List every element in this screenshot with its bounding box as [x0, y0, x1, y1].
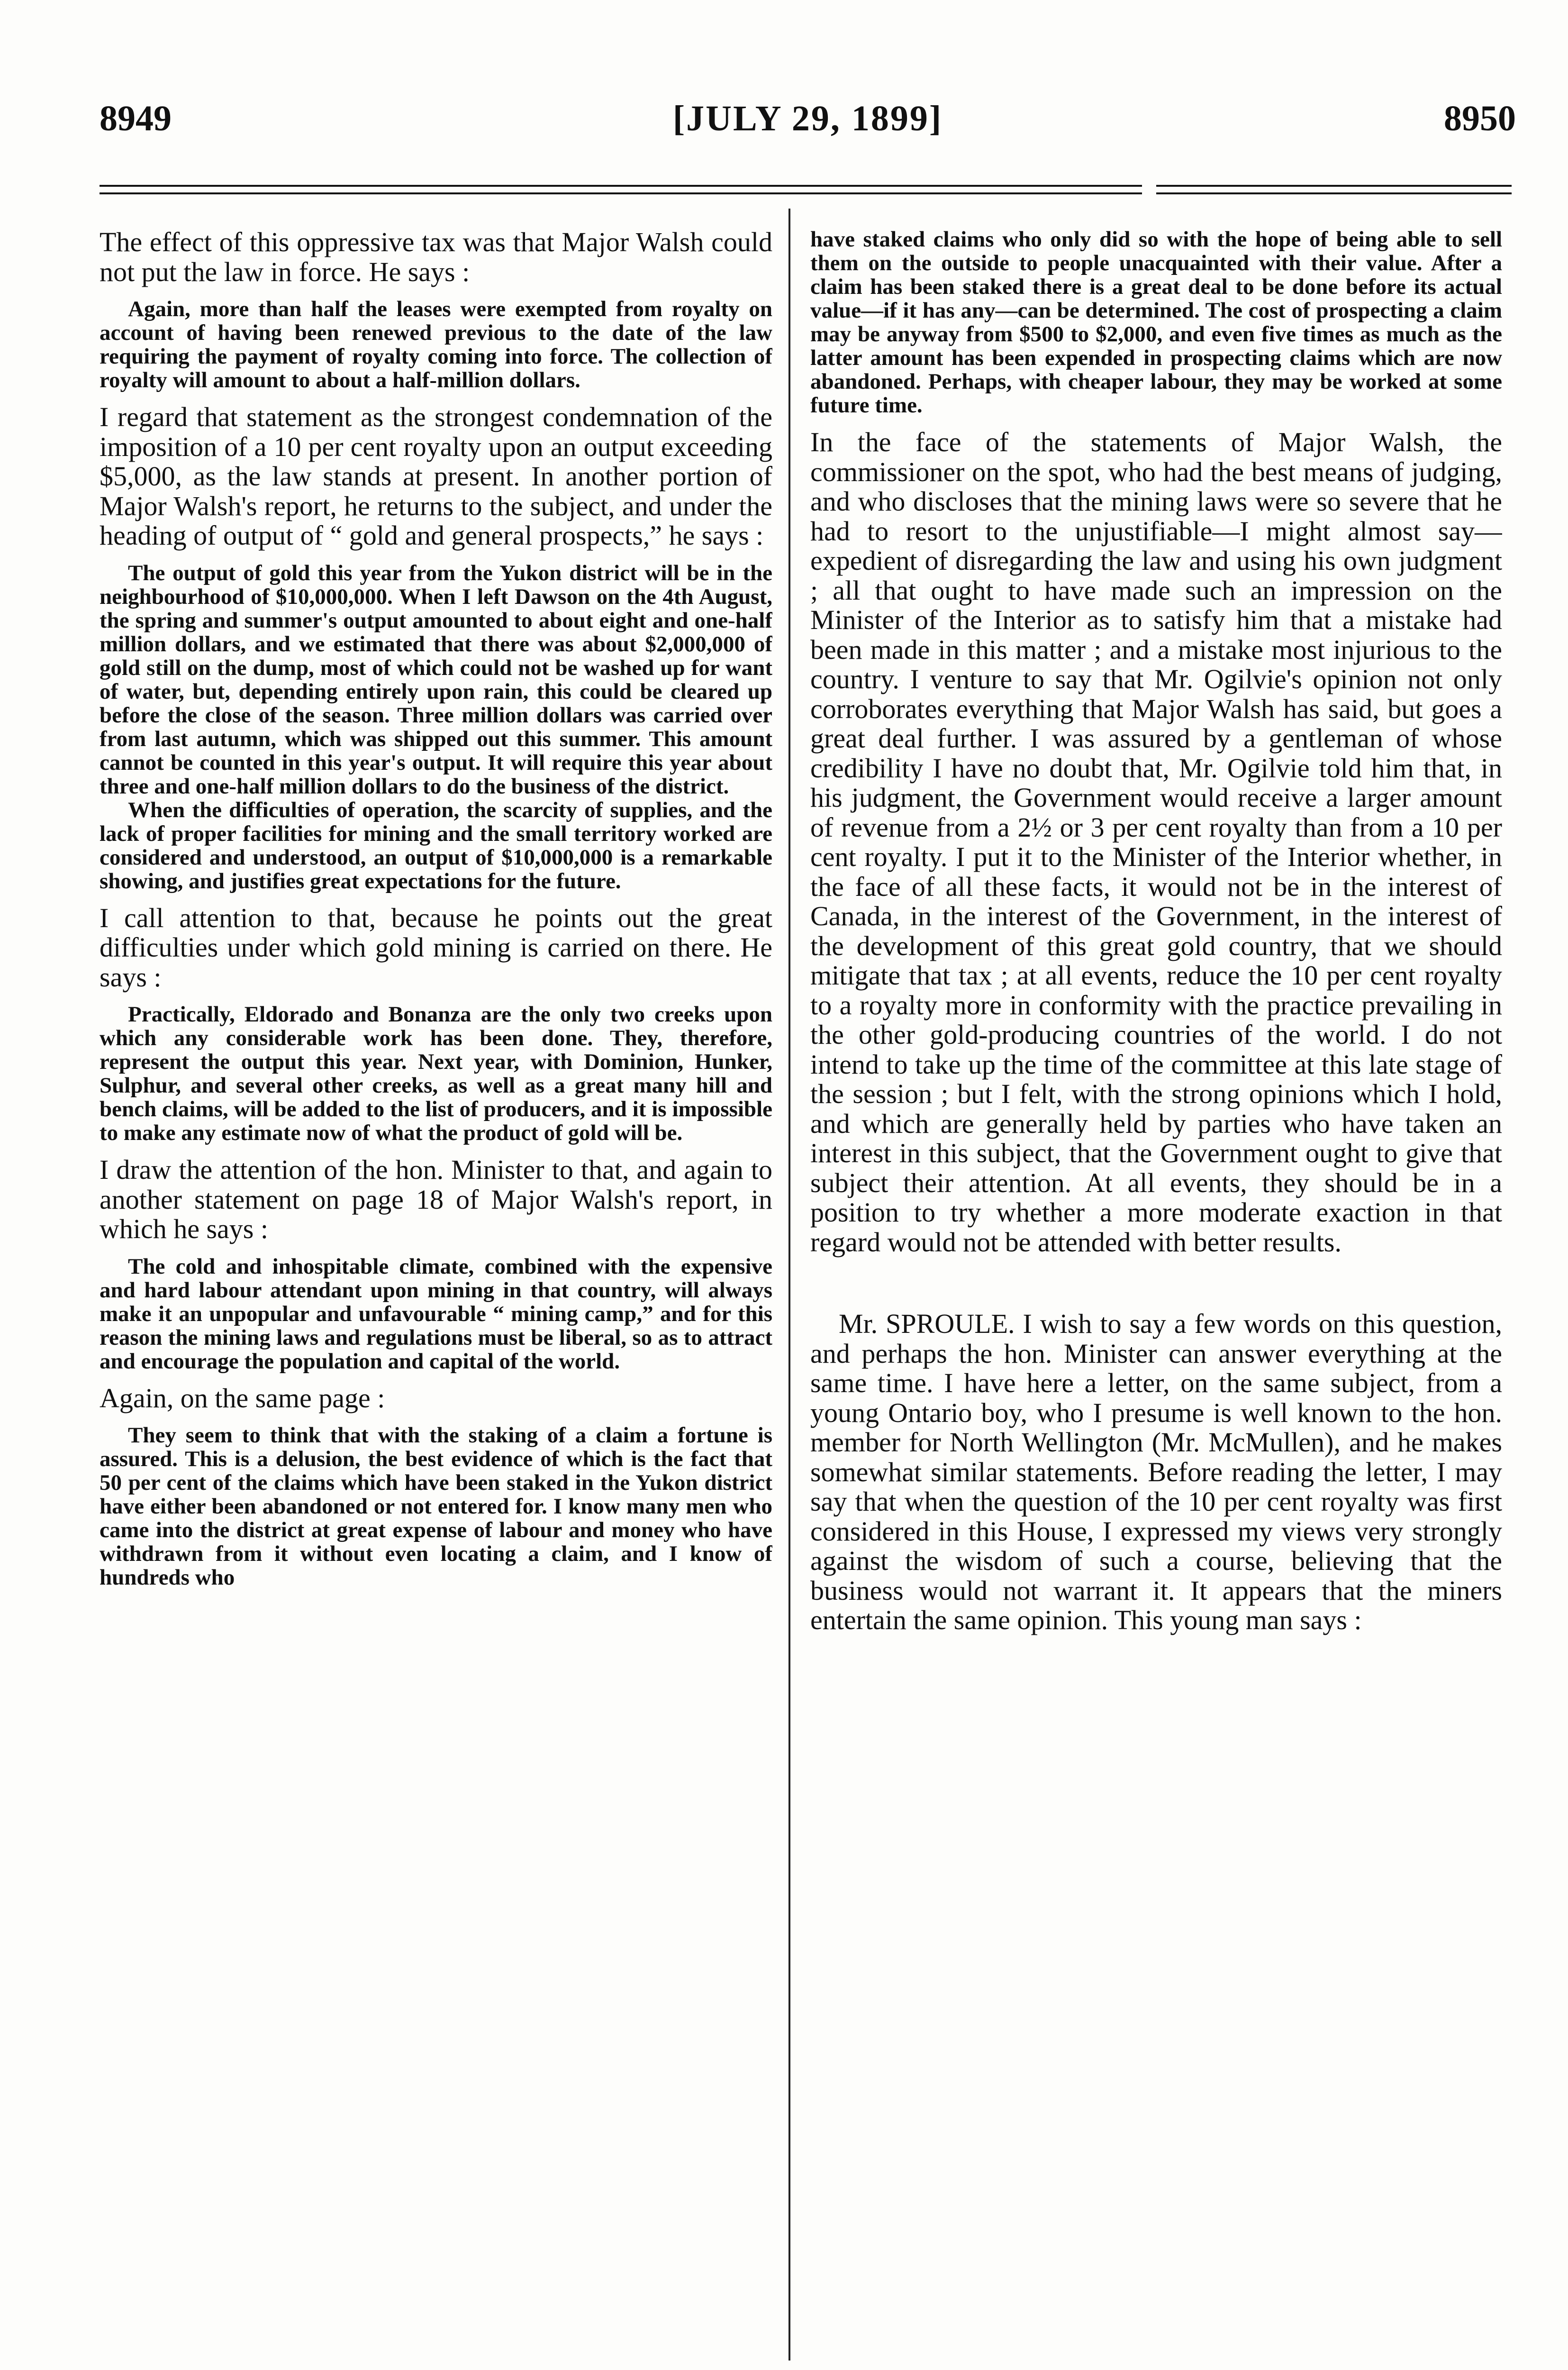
speech-paragraph: In the face of the statements of Major Walsh, the commissioner on the spot, who had the best means of judging, and who discloses that the mining laws were so severe that he had to resort to the unjustifiable—I might almost say—expedient of disregarding the law and using his own judgment ; all that ought to have made such an impression on the Minister of the Interior as to satisfy him that a mistake had been made in this matter ; and a mistake most injurious to the country. I venture to say that Mr. Ogilvie's opinion not only corroborates everything that Major Walsh has said, but goes a great deal further. I was assured by a gentleman of whose credibility I have no doubt that, Mr. Ogilvie told him that, in his judgment, the Government would receive a larger amount of revenue from a 2½ or 3 per cent royalty than from a 10 per cent royalty. I put it to the Minister of the Interior whether, in the face of all these facts, it would not be in the interest of Canada, in the interest of the Government, in the interest of the development of this great gold country, that we should mitigate that tax ; at all events, reduce the 10 per cent royalty to a royalty more in conformity with the practice prevailing in the other gold-producing countries of the world. I do not intend to take up the time of the committee at this late stage of the session ; but I felt, with the strong opinions which I hold, and which are generally held by parties who have taken an interest in this subject, that the Government ought to give that subject their attention. At all events, they should be in a position to try whether a more moderate exaction in that regard would not be attended with better results.	[810, 427, 1502, 1258]
header-rule-right	[1156, 185, 1512, 194]
quoted-paragraph: The output of gold this year from the Yukon district will be in the neighbourhood of $10,000,000. When I left Dawson on the 4th August, the spring and summer's output amounted to about eight and one-half million dollars, and we estimated that there was about $2,000,000 of gold still on the dump, most of which could not be washed up for want of water, but, depending entirely upon rain, this could be cleared up before the close of the season. Three million dollars was carried over from last autumn, which was shipped out this summer. This amount cannot be counted in this year's output. It will require this year about three and one-half million dollars to do the business of the district.	[100, 560, 772, 799]
page-header	[100, 100, 1516, 137]
page-number-right: 8950	[1444, 99, 1516, 138]
speech-paragraph: I regard that statement as the strongest condemnation of the imposition of a 10 per cent royalty upon an output exceeding $5,000, as the law stands at present. In another portion of Major Walsh's report, he returns to the subject, and under the heading of output of “ gold and general prospects,” he says :	[100, 401, 772, 551]
right-column	[810, 228, 1502, 2370]
quoted-paragraph: Again, more than half the leases were exempted from royalty on account of having been renewed previous to the date of the law requiring the payment of royalty coming into force. The collection of royalty will amount to about a half-million dollars.	[100, 297, 772, 392]
quoted-paragraph: They seem to think that with the staking of a claim a fortune is assured. This is a delusion, the best evidence of which is the fact that 50 per cent of the claims which have been staked in the Yukon district have either been abandoned or not entered for. I know many men who came into the district at great expense of labour and money who have withdrawn from it without even locating a claim, and I know of hundreds who	[100, 1423, 772, 1590]
column-divider	[789, 209, 790, 2361]
quoted-paragraph: When the difficulties of operation, the scarcity of supplies, and the lack of proper facilities for mining and the small territory worked are considered and understood, an output of $10,000,000 is a remarkable showing, and justifies great expectations for the future.	[100, 797, 772, 893]
speech-paragraph: I draw the attention of the hon. Minister to that, and again to another statement on page 18 of Major Walsh's report, in which he says :	[100, 1154, 772, 1244]
speech-paragraph: I call attention to that, because he points out the great difficulties under which gold mining is carried on there. He says :	[100, 902, 772, 993]
quoted-paragraph: The cold and inhospitable climate, combined with the expensive and hard labour attendant upon mining in that country, will always make it an unpopular and unfavourable “ mining camp,” and for this reason the mining laws and regulations must be liberal, so as to attract and encourage the population and capital of the world.	[100, 1254, 772, 1374]
page-date: [JULY 29, 1899]	[672, 99, 943, 138]
header-rule-left	[100, 185, 1142, 194]
speech-paragraph: Again, on the same page :	[100, 1382, 385, 1413]
speech-paragraph-sproule: Mr. SPROULE. I wish to say a few words on this question, and perhaps the hon. Minister can answer everything at the same time. I have here a letter, on the same subject, from a young Ontario boy, who I presume is well known to the hon. member for North Wellington (Mr. McMullen), and he makes somewhat similar statements. Before reading the letter, I may say that when the question of the 10 per cent royalty was first considered in this House, I expressed my views very strongly against the wisdom of such a course, believing that the business would not warrant it. It appears that the miners entertain the same opinion. This young man says :	[810, 1308, 1502, 1635]
left-column	[100, 228, 772, 2370]
speech-paragraph: The effect of this oppressive tax was that Major Walsh could not put the law in force. He says :	[100, 228, 772, 287]
quoted-paragraph: Practically, Eldorado and Bonanza are the only two creeks upon which any considerable work has been done. They, therefore, represent the output this year. Next year, with Dominion, Hunker, Sulphur, and several other creeks, as well as a great many hill and bench claims, will be added to the list of producers, and it is impossible to make any estimate now of what the product of gold will be.	[100, 1002, 772, 1145]
page-number-left: 8949	[100, 99, 172, 138]
quoted-paragraph: have staked claims who only did so with the hope of being able to sell them on the outside to people unacquainted with their value. After a claim has been staked there is a great deal to be done before its actual value—if it has any—can be determined. The cost of prospecting a claim may be anyway from $500 to $2,000, and even five times as much as the latter amount has been expended in prospecting claims which are now abandoned. Perhaps, with cheaper labour, they may be worked at some future time.	[810, 228, 1502, 418]
